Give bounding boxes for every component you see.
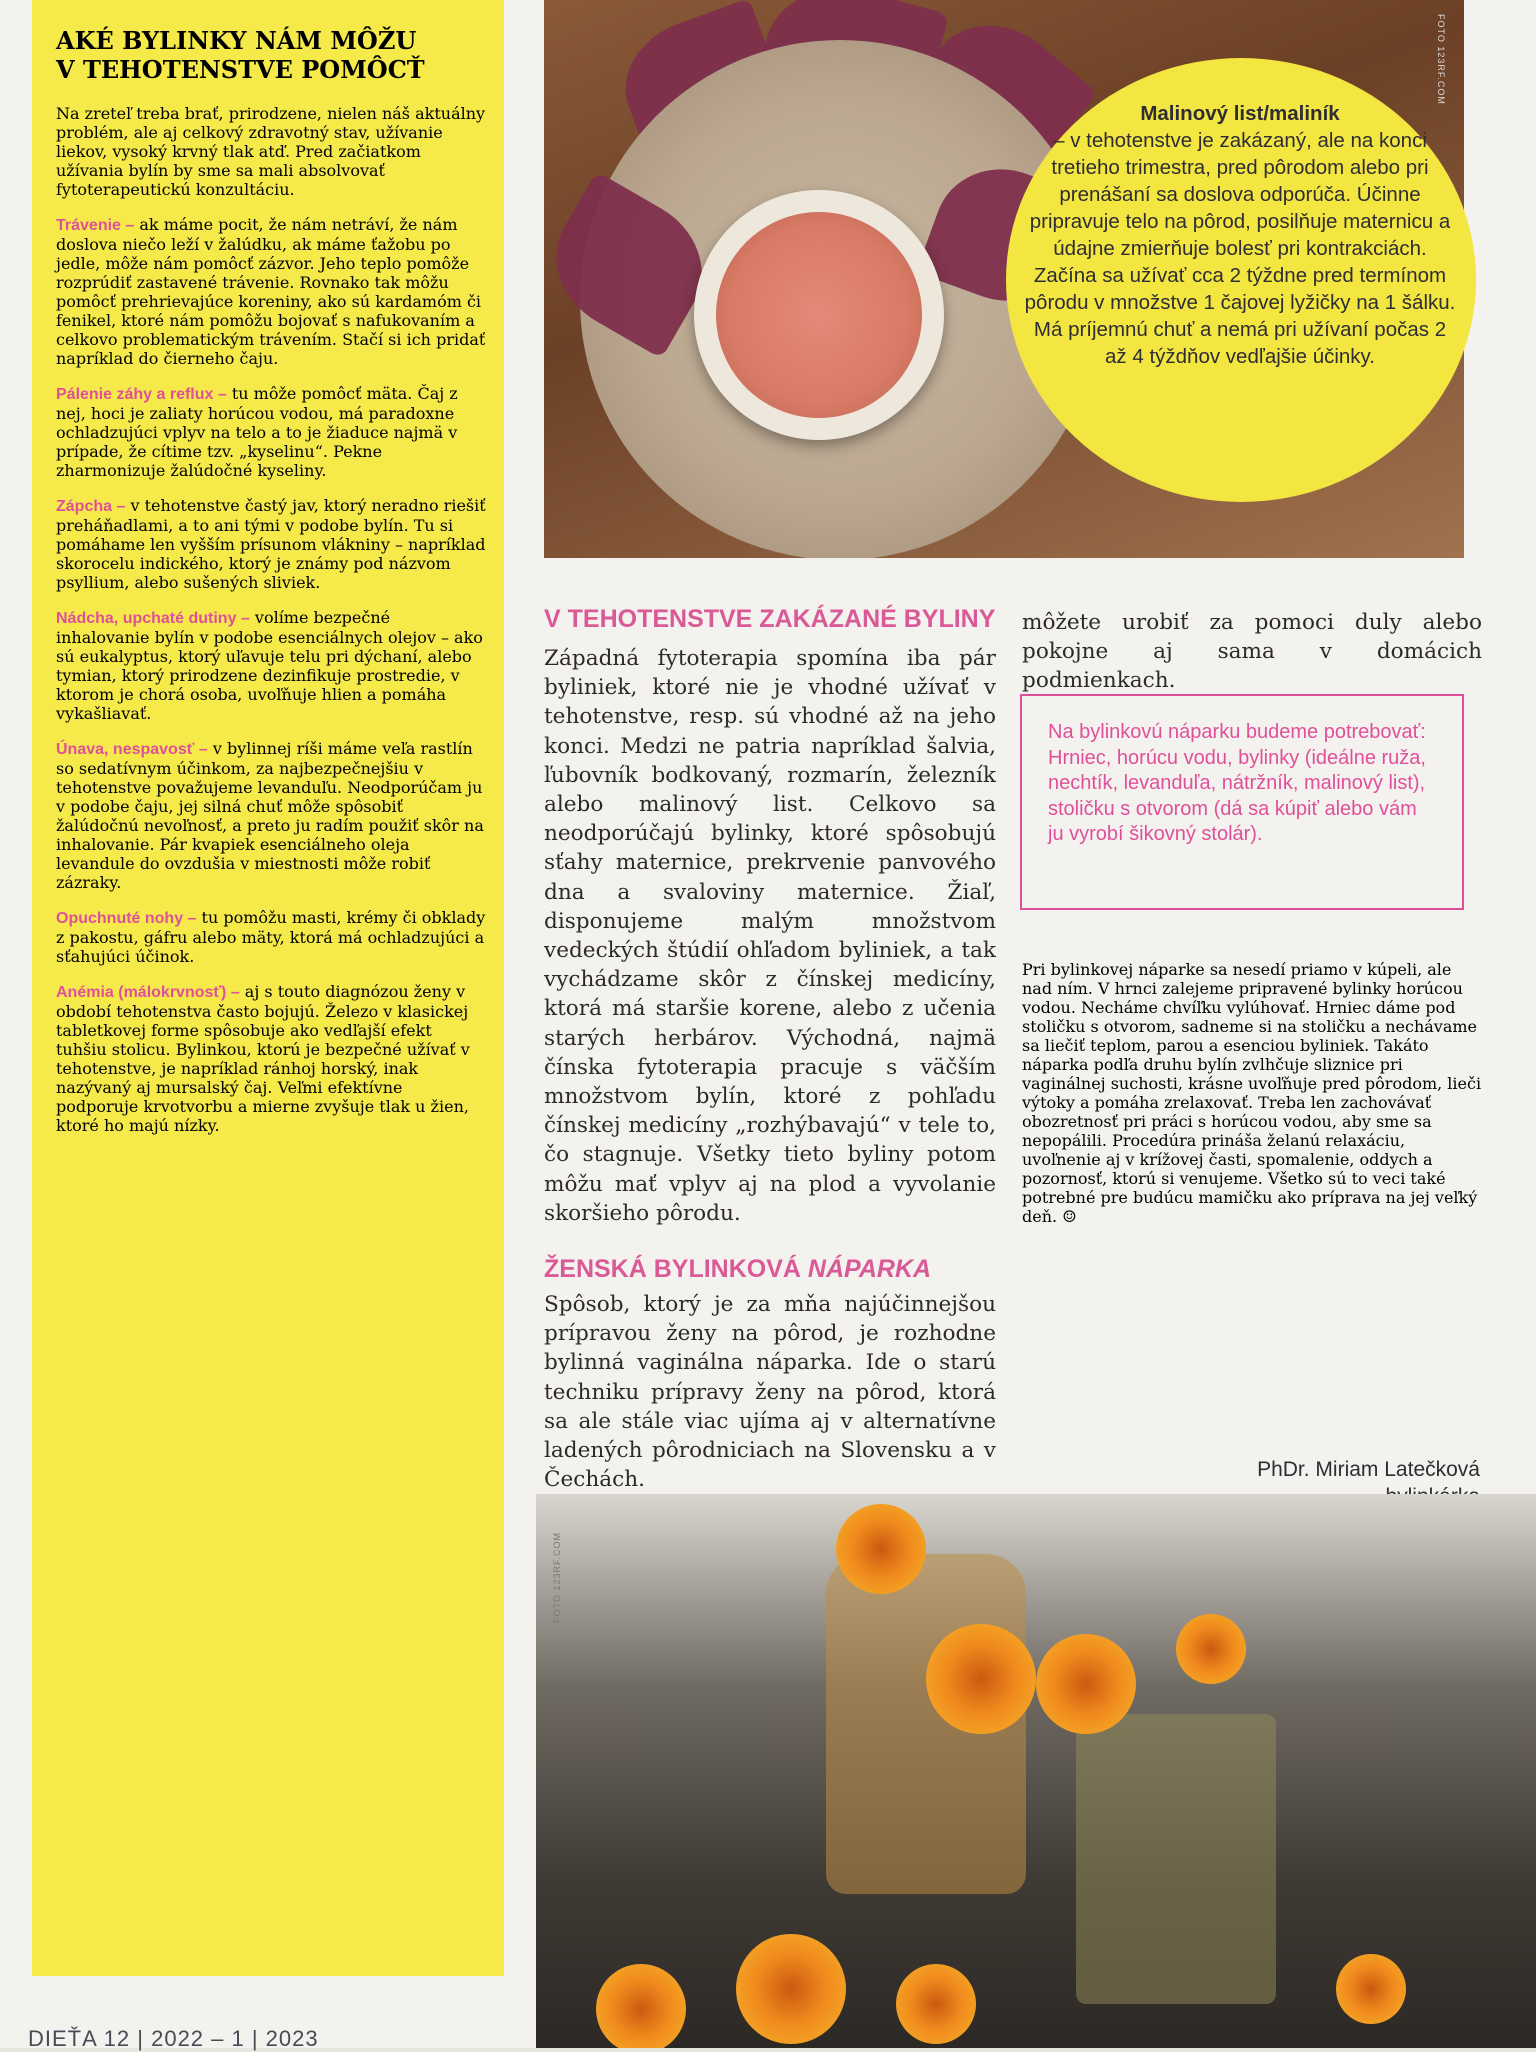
sidebar-item-constipation xyxy=(56,496,486,592)
sidebar-item-anemia xyxy=(56,982,486,1135)
middle-column xyxy=(544,604,996,1582)
forbidden-herbs-text: Západná fytoterapia spomína iba pár byliniek, ktoré nie je vhodné užívať v tehotenstve, resp. sú vhodné až na jeho konci. Medzi ne patria napríklad šalvia, ľubovník bodkovaný, rozmarín, železník alebo malinový list. Celkovo sa neodporúčajú bylinky, ktoré spôsobujú sťahy maternice, prekrvenie panvového dna a svaloviny maternice. Žiaľ, disponujeme malým množstvom vedeckých štúdií ohľadom byliniek, a tak vychádzame skôr z čínskej medicíny, ktorá má staršie korene, alebo z učenia starých herbárov. Východná, najmä čínska fytoterapia pracuje s väčším množstvom bylín, ktoré z pohľadu čínskej medicíny „rozhýbavajú“ v tele to, čo stagnuje. Všetky tieto byliny potom môžu mať vplyv aj na plod a vyvolanie skoršieho pôrodu. xyxy=(544,646,996,1226)
item-text: tu pomôžu masti, krémy či obklady z pakostu, gáfru alebo mäty, ktorá má ochladzujúci a sťahujúci účinok. xyxy=(56,907,486,966)
tea-cup xyxy=(694,190,944,440)
keyword-label: Nádcha, upchaté dutiny – xyxy=(56,609,250,627)
sidebar-item-digestion xyxy=(56,215,486,368)
flower-shape xyxy=(596,1964,686,2048)
item-text: v tehotenstve častý jav, ktorý neradno riešiť preháňadlami, a to ani tými v podobe bylín. Tu si pomáhame len vyšším prísunom vlákniny – napríklad skorocelu indického, ktorý je známy pod názvom psyllium, alebo sušených sliviek. xyxy=(56,495,486,592)
requirements-box xyxy=(1020,694,1464,910)
item-text: tu môže pomôcť mäta. Čaj z nej, hoci je zaliaty horúcou vodou, má paradoxne ochladzujúci vplyv na telo a to je žiaduce najmä v prípade, že cítime tzv. „kyselinu“. Pekne zharmonizuje žalúdočné kyseliny. xyxy=(56,383,458,480)
keyword-label: Zápcha – xyxy=(56,497,126,515)
sidebar-item-cold xyxy=(56,608,486,723)
page-footer: DIEŤA 12 | 2022 – 1 | 2023 xyxy=(28,2026,319,2051)
steaming-heading xyxy=(544,1254,996,1284)
forbidden-herbs-heading: V TEHOTENSTVE ZAKÁZANÉ BYLINY xyxy=(544,605,996,633)
keyword-label: Únava, nespavosť – xyxy=(56,740,208,758)
calendula-photo xyxy=(536,1494,1536,2048)
keyword-label: Pálenie záhy a reflux – xyxy=(56,385,227,403)
tea-surface xyxy=(716,212,922,418)
photo-credit-top: FOTO 123RF.COM xyxy=(1436,14,1446,105)
steaming-paragraph-1: Spôsob, ktorý je za mňa najúčinnejšou prípravou ženy na pôrod, je rozhodne bylinná vaginálna náparka. Ide o starú techniku prípravy ženy na pôrod, ktorá sa ale stále viac ujíma aj v alternatívne ladených pôrodniciach na Slovensku a v Čechách. xyxy=(544,1292,996,1493)
steaming-paragraph-2-cont: môžete urobiť za pomoci duly alebo pokojne aj sama v domácich podmienkach. xyxy=(1022,610,1482,694)
sidebar-item-heartburn xyxy=(56,384,486,480)
flower-shape xyxy=(926,1624,1036,1734)
item-text: aj s touto diagnózou ženy v období tehotenstva často bojujú. Železo v klasickej tabletkovej forme spôsobuje ako vedľajší efekt tuhšiu stolicu. Bylinkou, ktorú je bezpečné užívať v tehotenstve, je napríklad ránhoj horský, inak nazývaný aj mursalský čaj. Veľmi efektívne podporuje krvotvorbu a mierne zvyšuje tlak u žien, ktoré ho majú nízky. xyxy=(56,981,470,1135)
tea-glass xyxy=(1076,1714,1276,2004)
right-column-top xyxy=(1022,608,1482,696)
item-text: ak máme pocit, že nám netráví, že nám doslova niečo leží v žalúdku, ak máme ťažobu po jedle, môže nám pomôcť zázvor. Jeho teplo pomôže rozprúdiť zastavené trávenie. Rovnako tak môžu pomôcť prehrievajúce koreniny, ako sú kardamóm či fenikel, ktoré nám pomôžu bojovať s nafukovaním a celkovo problematickým trávením. Stačí si ich pridať napríklad do čierneho čaju. xyxy=(56,214,486,368)
flower-shape xyxy=(1176,1614,1246,1684)
flower-shape xyxy=(896,1964,976,2044)
flower-shape xyxy=(736,1934,846,2044)
steaming-procedure-text: Pri bylinkovej náparke sa nesedí priamo v kúpeli, ale nad ním. V hrnci zalejeme pripravené bylinky horúcou vodou. Necháme chvíľku vylúhovať. Hrniec dáme pod stoličku s otvorom, sadneme si na stoličku a nechávame sa liečiť teplom, parou a esenciou byliniek. Takáto náparka podľa druhu bylín zvlhčuje sliznice pri vaginálnej suchosti, krásne uvoľňuje pred pôrodom, lieči výtoky a pomáha zrelaxovať. Treba len zachovávať obozretnosť pri práci s horúcou vodou, aby sme sa nepopálili. Procedúra prináša želanú relaxáciu, uvoľnenie aj v krížovej časti, spomalenie, oddych a pozornosť, ktorú si venujeme. Všetko sú to veci také potrebné pre budúcu mamičku ako príprava na jej veľký deň. ☺ xyxy=(1022,960,1482,1226)
keyword-label: Trávenie – xyxy=(56,216,135,234)
keyword-label: Opuchnuté nohy – xyxy=(56,909,197,927)
sidebar-intro: Na zreteľ treba brať, prirodzene, nielen náš aktuálny problém, ale aj celkový zdravotný stav, užívanie liekov, vysoký krvný tlak atď. Pred začiatkom užívania bylín by sme sa mali absolvovať fytoterapeutickú konzultáciu. xyxy=(56,103,486,199)
requirements-intro: Na bylinkovú náparku budeme potrebovať: xyxy=(1048,721,1426,743)
sidebar-title xyxy=(56,26,486,84)
sidebar-title-line-1: AKÉ BYLINKY NÁM MÔŽU xyxy=(56,25,417,55)
callout-title: Malinový list/maliník xyxy=(1140,102,1340,125)
sidebar-item-swollen-legs xyxy=(56,908,486,966)
right-column-bottom xyxy=(1022,944,1482,1242)
callout-body: – v tehotenstve je zakázaný, ale na konci tretieho trimestra, pred pôrodom alebo pri prenášaní sa doslova odporúča. Účinne pripravuje telo na pôrod, posilňuje maternicu a údajne zmierňuje bolesť pri kontrakciách. Začína sa užívať cca 2 týždne pred termínom pôrodu v množstve 1 čajovej lyžičky na 1 šálku. Má príjemnú chuť a nemá pri užívaní počas 2 až 4 týždňov vedľajšie účinky. xyxy=(1024,129,1456,368)
requirements-list: Hrniec, horúcu vodu, bylinky (ideálne ruža, nechtík, levanduľa, nátržník, malinový list), stoličku s otvorom (dá sa kúpiť alebo vám ju vyrobí šikovný stolár). xyxy=(1048,746,1426,845)
keyword-label: Anémia (málokrvnosť) – xyxy=(56,983,240,1001)
steaming-heading-part: ŽENSKÁ BYLINKOVÁ xyxy=(544,1255,808,1284)
steaming-heading-italic: NÁPARKA xyxy=(807,1255,932,1284)
author-name: PhDr. Miriam Latečková xyxy=(1257,1458,1480,1481)
sidebar-content xyxy=(56,6,486,1151)
sidebar-title-line-2: V TEHOTENSTVE POMÔCŤ xyxy=(56,54,425,84)
flower-shape xyxy=(1036,1634,1136,1734)
photo-credit-bottom: FOTO 123RF.COM xyxy=(552,1532,562,1623)
flower-shape xyxy=(1336,1954,1406,2024)
callout-text xyxy=(1024,100,1456,370)
item-text: v bylinnej ríši máme veľa rastlín so sedatívnym účinkom, za najbezpečnejšiu v tehotenstve považujeme levanduľu. Neodporúčam ju v podobe čaju, jej silná chuť môže spôsobiť žalúdočnú nevoľnosť, a preto ju radím použiť skôr na inhalovanie. Pár kvapiek esenciálneho oleja levandule do ovzdušia v miestnosti môže robiť zázraky. xyxy=(56,738,484,892)
item-text: volíme bezpečné inhalovanie bylín v podobe esenciálnych olejov – ako sú eukalyptus, ktorý uľavuje telu pri dýchaní, alebo tymian, ktorý prirodzene dezinfikuje prostredie, v ktorom je chorá osoba, uvoľňuje hlien a pomáha vykašliavať. xyxy=(56,607,483,723)
flower-shape xyxy=(836,1504,926,1594)
sidebar-item-fatigue xyxy=(56,739,486,892)
